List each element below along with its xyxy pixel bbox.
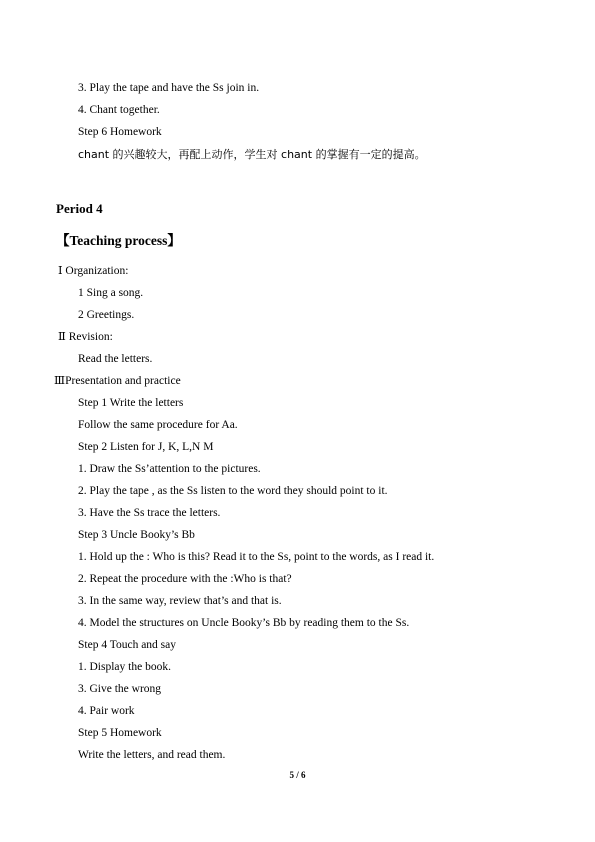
text-line: Step 5 Homework bbox=[78, 727, 162, 739]
text-line: 4. Chant together. bbox=[78, 104, 160, 116]
text-line: 3. Play the tape and have the Ss join in. bbox=[78, 82, 260, 94]
text-line: 2. Play the tape , as the Ss listen to the word they should point to it. bbox=[78, 485, 388, 497]
text-line: Follow the same procedure for Aa. bbox=[78, 419, 238, 431]
text-line: ⅢPresentation and practice bbox=[54, 375, 181, 387]
text-line: Step 6 Homework bbox=[78, 126, 162, 138]
text-line: chant 的兴趣较大，再配上动作，学生对 chant 的掌握有一定的提高。 bbox=[78, 148, 426, 161]
text-line: 1. Draw the Ss’attention to the pictures. bbox=[78, 463, 261, 475]
text-line: 3. Have the Ss trace the letters. bbox=[78, 507, 221, 519]
section-heading: Period 4 bbox=[56, 201, 103, 216]
text-line: Write the letters, and read them. bbox=[78, 749, 226, 761]
text-line: Read the letters. bbox=[78, 353, 153, 365]
text-line: 3. In the same way, review that’s and that is. bbox=[78, 595, 282, 607]
text-line: 4. Pair work bbox=[78, 705, 135, 717]
text-line: 1. Display the book. bbox=[78, 661, 171, 673]
text-line: 4. Model the structures on Uncle Booky’s Bb by reading them to the Ss. bbox=[78, 617, 410, 629]
page-number: 5 / 6 bbox=[289, 770, 306, 780]
text-line: 2. Repeat the procedure with the :Who is that? bbox=[78, 573, 292, 585]
text-line: Step 3 Uncle Booky’s Bb bbox=[78, 529, 195, 541]
section-subheading: 【Teaching process】 bbox=[56, 233, 181, 248]
text-line: Step 1 Write the letters bbox=[78, 397, 184, 409]
text-line: Step 4 Touch and say bbox=[78, 639, 176, 651]
text-line: 2 Greetings. bbox=[78, 309, 135, 321]
text-line: Step 2 Listen for J, K, L,N M bbox=[78, 441, 214, 453]
text-line: Ⅰ Organization: bbox=[58, 265, 129, 277]
text-line: 1 Sing a song. bbox=[78, 287, 144, 299]
text-line: 3. Give the wrong bbox=[78, 683, 162, 695]
text-line: 1. Hold up the : Who is this? Read it to the Ss, point to the words, as I read it. bbox=[78, 551, 435, 563]
text-line: Ⅱ Revision: bbox=[58, 331, 113, 343]
